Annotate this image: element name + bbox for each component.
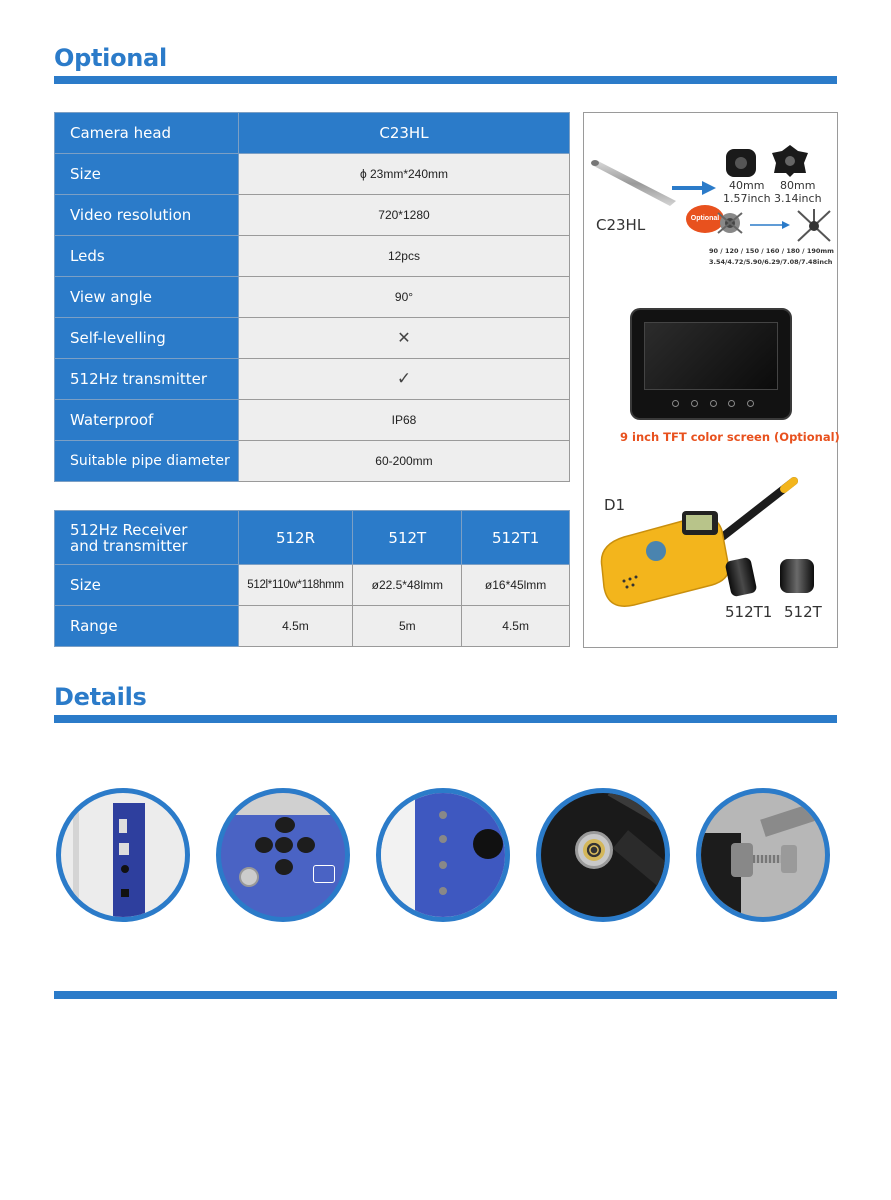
- row-label: Size: [55, 154, 239, 195]
- header-value: C23HL: [238, 113, 569, 154]
- row-value: ϕ 23mm*240mm: [238, 154, 569, 195]
- skid-size-mm: 80mm: [780, 179, 816, 192]
- table-row: [55, 195, 570, 236]
- transmitter-512t1-label: 512T1: [725, 603, 773, 621]
- row-label: Self-levelling: [55, 318, 239, 359]
- table-row: [55, 318, 570, 359]
- header-label-line: 512Hz Receiver: [70, 520, 188, 539]
- detail-camera-lens-image: [536, 788, 670, 922]
- header-label-line: and transmitter: [70, 536, 188, 555]
- table-row: [55, 359, 570, 400]
- receiver-image: [594, 475, 800, 617]
- details-title: Details: [54, 683, 147, 711]
- check-icon: ✓: [238, 359, 569, 400]
- row-label: Range: [55, 606, 239, 647]
- camera-spec-table: [54, 112, 570, 482]
- optional-badge: Optional: [686, 205, 724, 233]
- camera-head-image: [588, 159, 678, 209]
- row-value: IP68: [238, 400, 569, 441]
- arrow-right-icon: [672, 181, 716, 195]
- header-label: [55, 511, 239, 565]
- cell: 4.5m: [238, 606, 353, 647]
- detail-screw-image: [696, 788, 830, 922]
- row-label: Suitable pipe diameter: [55, 441, 239, 482]
- table-row: [55, 236, 570, 277]
- row-label: View angle: [55, 277, 239, 318]
- transmitter-512t-image: [780, 559, 814, 593]
- skid-large-label: [774, 179, 822, 205]
- table-header-row: [55, 113, 570, 154]
- arrow-right-icon: [750, 221, 790, 229]
- adjustable-skid-image: [714, 209, 746, 237]
- skid-large-image: [770, 143, 810, 179]
- receiver-spec-table: [54, 510, 570, 647]
- cell: 4.5m: [462, 606, 570, 647]
- row-value: 90°: [238, 277, 569, 318]
- table-row: [55, 565, 570, 606]
- header-label: Camera head: [55, 113, 239, 154]
- screen-caption: 9 inch TFT color screen (Optional): [620, 430, 840, 444]
- row-label: 512Hz transmitter: [55, 359, 239, 400]
- column-header: 512T1: [462, 511, 570, 565]
- detail-indicators-image: [376, 788, 510, 922]
- section-divider: [54, 991, 837, 999]
- monitor-image: [630, 308, 792, 420]
- row-label: Waterproof: [55, 400, 239, 441]
- column-header: 512T: [353, 511, 462, 565]
- cell: ø16*45lmm: [462, 565, 570, 606]
- cell: 5m: [353, 606, 462, 647]
- column-header: 512R: [238, 511, 353, 565]
- transmitter-512t-label: 512T: [784, 603, 822, 621]
- row-label: Size: [55, 565, 239, 606]
- skid-size-inch: 1.57inch: [723, 192, 771, 205]
- table-header-row: [55, 511, 570, 565]
- table-row: [55, 441, 570, 482]
- skid-size-inch: 3.14inch: [774, 192, 822, 205]
- skid-size-mm: 40mm: [729, 179, 765, 192]
- skid-small-image: [726, 149, 756, 177]
- skid-small-label: [723, 179, 771, 205]
- expanded-sizes-mm: 90 / 120 / 150 / 160 / 180 / 190mm: [709, 247, 834, 255]
- optional-title: Optional: [54, 44, 167, 72]
- table-row: [55, 400, 570, 441]
- receiver-label: D1: [604, 496, 626, 514]
- product-accessories-panel: [583, 112, 838, 648]
- row-value: 60-200mm: [238, 441, 569, 482]
- section-divider: [54, 76, 837, 84]
- detail-buttons-image: [216, 788, 350, 922]
- table-row: [55, 277, 570, 318]
- table-row: [55, 154, 570, 195]
- row-label: Video resolution: [55, 195, 239, 236]
- table-row: [55, 606, 570, 647]
- detail-ports-image: [56, 788, 190, 922]
- cross-icon: ✕: [238, 318, 569, 359]
- expanded-sizes-inch: 3.54/4.72/5.90/6.29/7.08/7.48inch: [709, 258, 833, 266]
- row-value: 720*1280: [238, 195, 569, 236]
- row-value: 12pcs: [238, 236, 569, 277]
- section-divider: [54, 715, 837, 723]
- expanded-skid-image: [794, 207, 834, 245]
- cell: ø22.5*48lmm: [353, 565, 462, 606]
- row-label: Leds: [55, 236, 239, 277]
- camera-label: C23HL: [596, 216, 646, 234]
- cell: 512l*110w*118hmm: [238, 565, 353, 606]
